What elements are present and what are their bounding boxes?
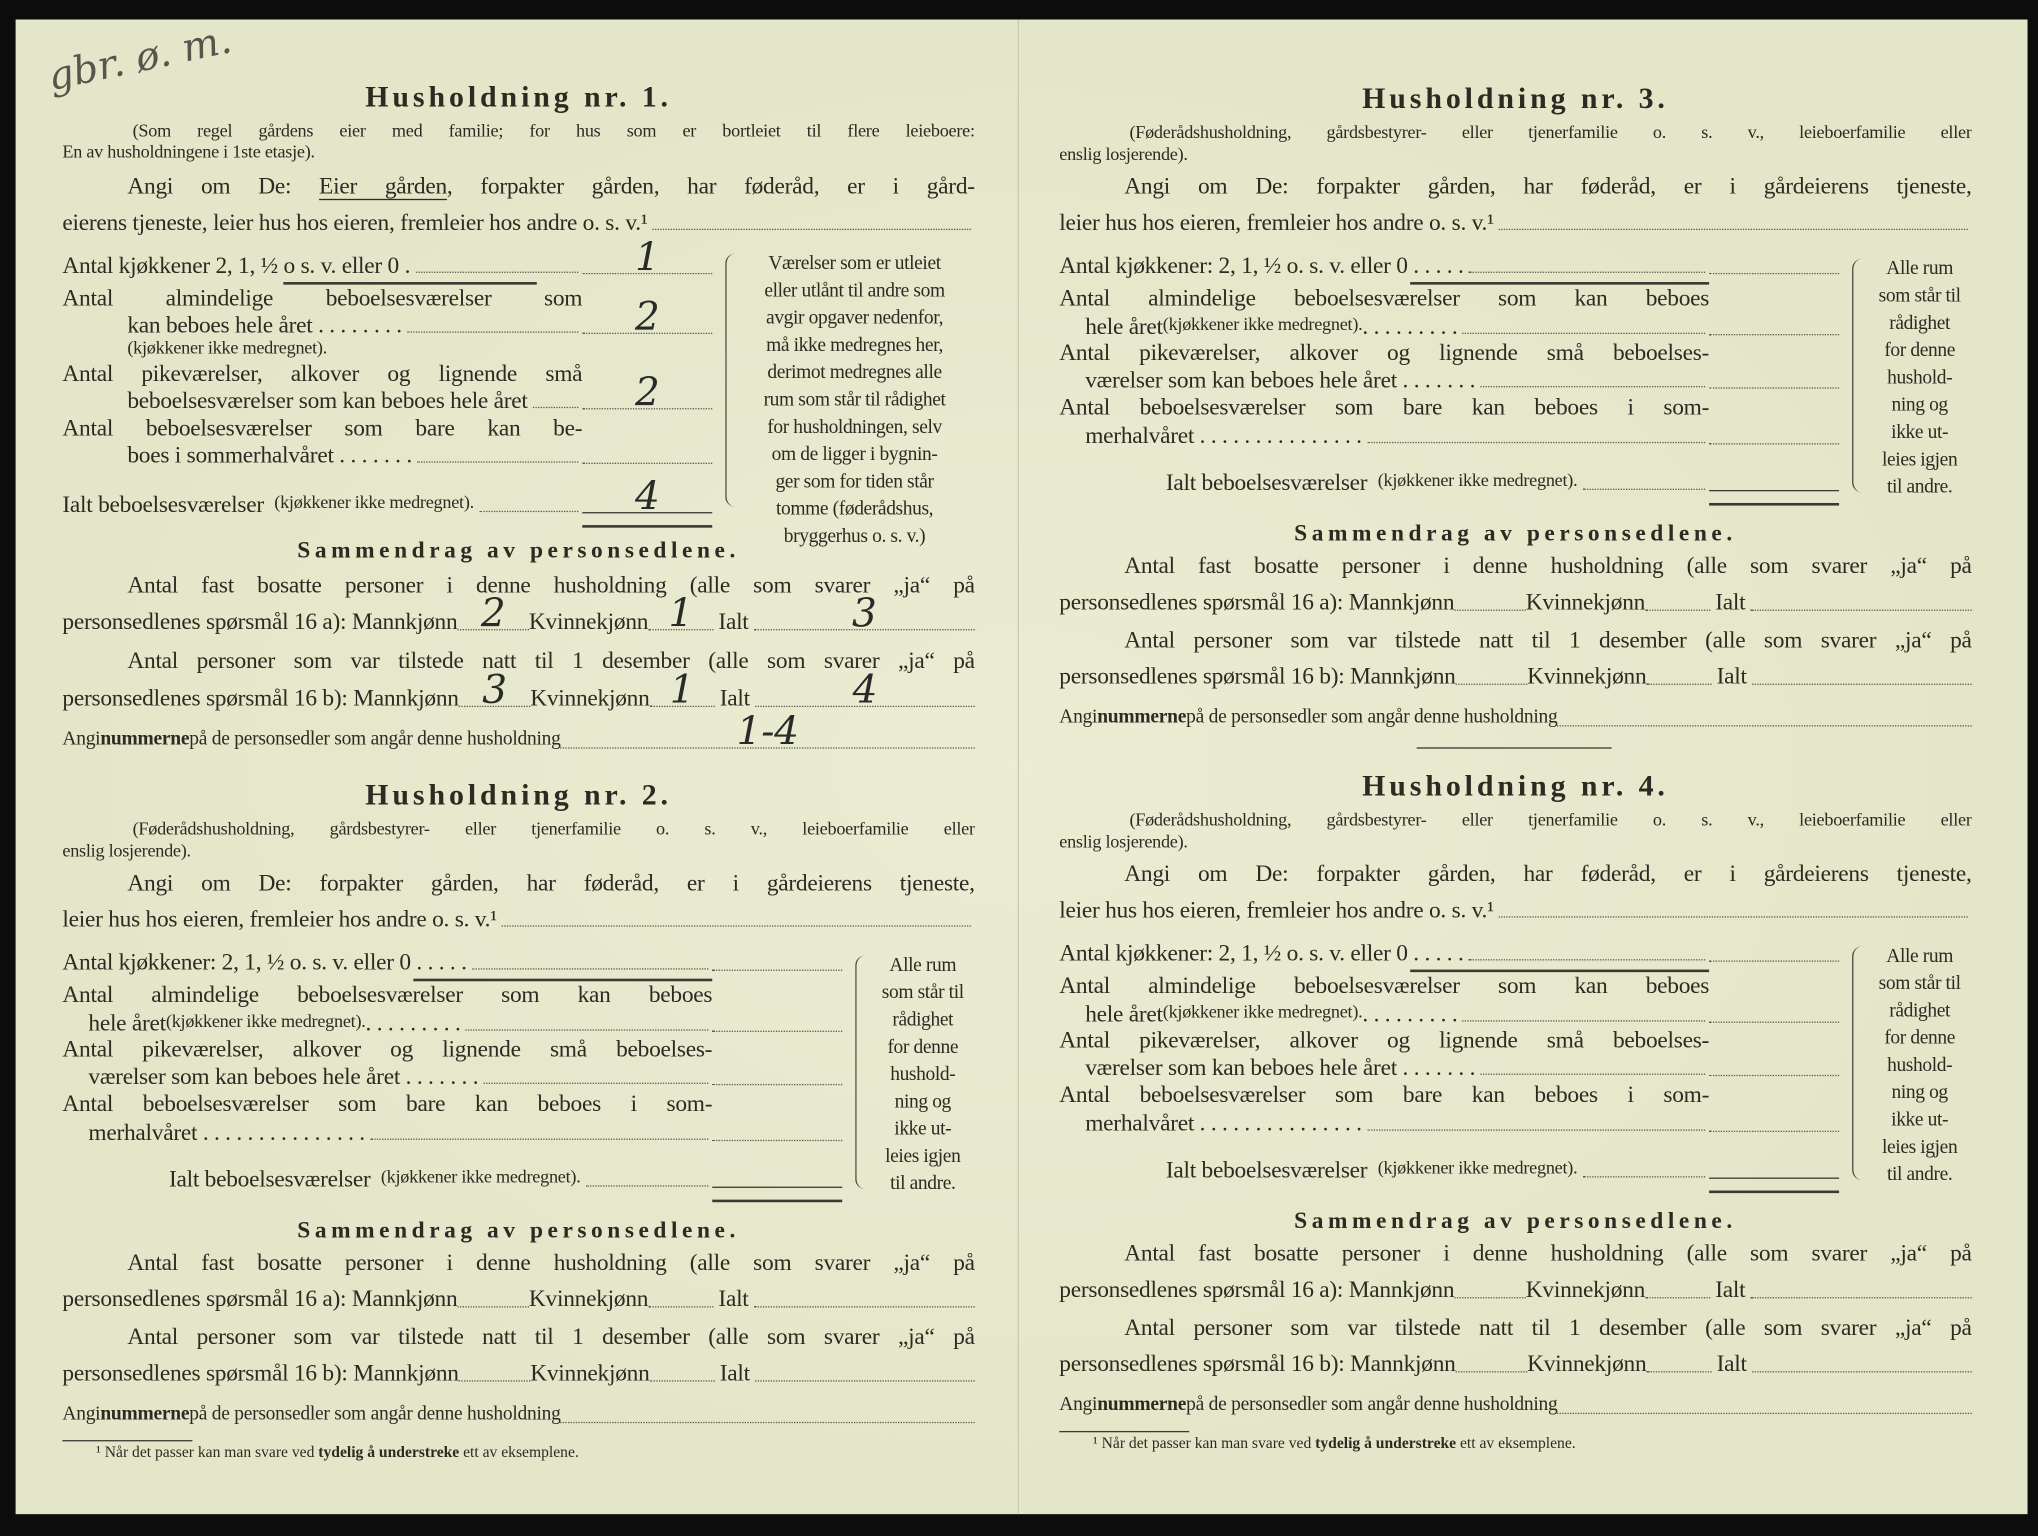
resident-persons-question: Antal fast bosatte personer i denne husholdning (alle som svarer „ja“ på (1124, 1239, 1972, 1266)
schedule-numbers-label: på de personsedler som angår denne husholdning (1186, 707, 1558, 728)
total-rooms-note: (kjøkkener ikke medregnet). (380, 1168, 581, 1188)
small-rooms-label: Antal pikeværelser, alkover og lignende små beboelses- (62, 1035, 713, 1062)
answer-field[interactable] (582, 439, 712, 464)
rooms-label: hele året (1085, 313, 1163, 340)
census-form-sheet (16, 19, 2028, 1514)
handwritten-answer: 2 (480, 591, 506, 637)
schedule-numbers-row (1059, 1389, 1971, 1420)
handwritten-margin-note: gbr. ø. m. (44, 17, 236, 101)
kitchens-label: Antal kjøkkener: 2, 1, ½ o. s. v. eller 0 . . . . . (62, 948, 467, 975)
resident-persons-row (1059, 586, 1971, 617)
answer-field[interactable] (1709, 364, 1839, 389)
ownership-question: Angi om De: forpakter gården, har føderåd, er i gårdeierens tjeneste, (127, 869, 975, 896)
household-note: enslig losjerende). (1059, 145, 1188, 166)
household-title: Husholdning nr. 2. (365, 778, 672, 812)
side-instruction-line: for husholdningen, selv (767, 417, 942, 438)
side-instruction-line: som står til (1878, 973, 1961, 995)
answer-field[interactable] (1709, 467, 1839, 492)
schedule-numbers-label: på de personsedler som angår denne husholdning (189, 729, 561, 750)
handwritten-answer: 1 (634, 235, 660, 281)
side-instruction-line: derimot medregnes alle (767, 362, 942, 384)
answer-field[interactable] (650, 1357, 715, 1382)
summer-rooms-row (1085, 1107, 1839, 1138)
total-rooms-row (1166, 1154, 1839, 1185)
schedule-numbers-label: Angi (62, 729, 101, 750)
present-persons-question: Antal personer som var tilstede natt til 1 desember (alle som svarer „ja“ på (1124, 626, 1972, 653)
resident-persons-question: Antal fast bosatte personer i denne husholdning (alle som svarer „ja“ på (127, 571, 975, 598)
schedule-numbers-bold: nummerne (1097, 1394, 1187, 1416)
small-rooms-label: Antal pikeværelser, alkover og lignende små (62, 360, 583, 387)
present-persons-row (1059, 660, 1971, 691)
female-label: Kvinnekjønn (528, 608, 649, 635)
small-rooms-label: værelser som kan beboes hele året . . . . . . . (88, 1063, 479, 1090)
side-instruction-line: ikke ut- (894, 1119, 952, 1140)
rooms-note: (kjøkkener ikke medregnet). (165, 1012, 366, 1032)
answer-field[interactable] (1709, 1051, 1839, 1076)
schedule-numbers-row (62, 1398, 974, 1429)
total-underline (1709, 503, 1839, 506)
total-label: Ialt (1715, 1276, 1746, 1303)
answer-field[interactable] (1709, 998, 1839, 1023)
handwritten-answer: 3 (482, 668, 507, 714)
answer-field[interactable] (1752, 1348, 1972, 1373)
answer-field[interactable] (582, 235, 712, 281)
dotted-leader (415, 272, 578, 273)
dotted-leader (1499, 229, 1968, 230)
footnote-bold: tydelig å understreke (318, 1442, 460, 1461)
dotted-leader (1583, 1176, 1706, 1177)
total-label: Ialt (718, 608, 749, 635)
question-options: , forpakter gården, har føderåd, er i gård- (446, 172, 975, 199)
schedule-numbers-label: Angi (62, 1403, 101, 1425)
answer-field[interactable] (648, 1283, 713, 1308)
household-title: Husholdning nr. 3. (1362, 81, 1669, 115)
ownership-question-cont (1059, 207, 1971, 238)
rooms-label: Antal almindelige beboelsesværelser som kan beboes (1059, 972, 1710, 999)
kitchens-row (62, 946, 842, 977)
schedule-numbers-bold: nummerne (100, 729, 190, 750)
kitchens-row (1059, 250, 1839, 281)
footnote-text: Når det passer kan man svare ved (100, 1442, 319, 1461)
footnote-text: ett av eksemplene. (1456, 1433, 1576, 1452)
answer-field[interactable] (459, 1357, 530, 1382)
rooms-note: (kjøkkener ikke medregnet). (127, 339, 327, 359)
summer-rooms-label: merhalvåret . . . . . . . . . . . . . . . (1085, 422, 1362, 449)
rooms-label: hele året (1085, 1000, 1163, 1027)
present-persons-row (62, 1357, 974, 1388)
section-divider (1417, 747, 1612, 748)
side-instruction-line: til andre. (890, 1173, 956, 1195)
summer-rooms-row (127, 439, 712, 470)
answer-field[interactable] (712, 1116, 842, 1141)
side-instruction-line: ning og (894, 1091, 951, 1113)
answer-field[interactable] (1751, 586, 1972, 611)
total-rooms-note: (kjøkkener ikke medregnet). (1377, 1159, 1578, 1179)
schedule-numbers-label: på de personsedler som angår denne husholdning (1186, 1394, 1558, 1416)
household-note: (Som regel gårdens eier med familie; for hus som er bortleiet til flere leieboere: (132, 122, 975, 142)
side-instruction-line: hushold- (1887, 1055, 1953, 1077)
dotted-leader (1480, 386, 1705, 387)
kitchens-row (62, 235, 712, 281)
dotted-leader (466, 1029, 709, 1030)
answer-field[interactable] (1709, 1107, 1839, 1132)
rooms-note: (kjøkkener ikke medregnet). (1162, 315, 1363, 336)
dotted-leader (1469, 272, 1705, 273)
schedule-numbers-label: Angi (1059, 1394, 1098, 1416)
footnote-mark: ¹ (1093, 1433, 1098, 1452)
dotted-leader (370, 1139, 708, 1140)
answer-field[interactable] (1709, 937, 1839, 962)
ownership-question: Angi om De: forpakter gården, har føderåd, er i gårdeierens tjeneste, (1124, 172, 1972, 199)
present-persons-label: personsedlenes spørsmål 16 b): Mannkjønn (1059, 1350, 1456, 1377)
footnote-text: Når det passer kan man svare ved (1097, 1433, 1316, 1452)
dotted-leader (1480, 1074, 1705, 1075)
side-instruction-line: eller utlånt til andre som (764, 280, 945, 302)
answer-field[interactable] (1645, 1274, 1710, 1299)
total-label: Ialt (719, 684, 750, 711)
kitchens-label: Antal kjøkkener: 2, 1, ½ o. s. v. eller 0 . . . . . (1059, 939, 1464, 966)
dotted-leader (1367, 1129, 1705, 1130)
side-instruction-line: leies igjen (1882, 449, 1958, 471)
dotted-leader (1367, 442, 1705, 443)
summer-rooms-label: merhalvåret . . . . . . . . . . . . . . . (1085, 1109, 1362, 1136)
side-instructions (1865, 944, 1974, 1190)
answer-field[interactable] (1751, 1274, 1972, 1299)
total-label: Ialt (1716, 1350, 1747, 1377)
rooms-label: Antal almindelige beboelsesværelser som (62, 284, 583, 311)
female-label: Kvinnekjønn (1525, 1276, 1646, 1303)
dotted-leader (502, 925, 971, 926)
rooms-label: Antal almindelige beboelsesværelser som kan beboes (1059, 284, 1710, 311)
total-rooms-label: Ialt beboelsesværelser (1165, 469, 1368, 496)
schedule-numbers-label: på de personsedler som angår denne husholdning (189, 1403, 561, 1425)
answer-field[interactable] (712, 946, 842, 971)
present-persons-question: Antal personer som var tilstede natt til 1 desember (alle som svarer „ja“ på (127, 1323, 975, 1350)
female-label: Kvinnekjønn (530, 1359, 650, 1386)
present-persons-label: personsedlenes spørsmål 16 b): Mannkjønn (62, 1359, 459, 1386)
question-options: eierens tjeneste, leier hus hos eieren, fremleier hos andre o. s. v.¹ (62, 209, 648, 236)
question-options: leier hus hos eieren, fremleier hos andre o. s. v.¹ (1059, 209, 1494, 236)
footnote (1093, 1431, 1576, 1454)
summer-rooms-row (1085, 420, 1839, 451)
dotted-leader (1463, 1020, 1706, 1021)
side-instruction-line: som står til (881, 982, 964, 1004)
answer-field[interactable] (457, 591, 528, 637)
answer-field[interactable] (459, 668, 530, 714)
summary-title: Sammendrag av personsedlene. (1294, 519, 1737, 546)
side-instructions (734, 251, 974, 551)
answer-field[interactable] (1454, 586, 1525, 611)
side-instruction-line: hushold- (1887, 367, 1953, 389)
small-rooms-label: værelser som kan beboes hele året . . . . . . . (1085, 366, 1476, 393)
dotted-leader (472, 968, 708, 969)
answer-field[interactable] (1709, 311, 1839, 336)
brace-icon (855, 955, 867, 1189)
answer-field[interactable] (754, 1283, 975, 1308)
summer-rooms-label: Antal beboelsesværelser som bare kan be- (62, 414, 583, 441)
question-options: leier hus hos eieren, fremleier hos andre o. s. v.¹ (62, 905, 498, 932)
side-instruction-line: rådighet (892, 1009, 954, 1031)
handwritten-answer: 1-4 (736, 709, 799, 756)
female-label: Kvinnekjønn (1525, 588, 1646, 615)
kitchens-label: Antal kjøkkener 2, 1, ½ o s. v. eller 0 . (62, 252, 411, 279)
schedule-numbers-bold: nummerne (100, 1403, 190, 1425)
handwritten-answer: 3 (851, 591, 877, 637)
household-3 (1059, 81, 1972, 728)
ownership-question-cont (62, 207, 974, 238)
small-rooms-label: beboelsesværelser som kan beboes hele året (127, 387, 528, 414)
total-rooms-note: (kjøkkener ikke medregnet). (1377, 471, 1578, 492)
small-rooms-label: værelser som kan beboes hele året . . . . . . . (1085, 1054, 1476, 1081)
summer-rooms-label: Antal beboelsesværelser som bare kan beboes i som- (1059, 1081, 1710, 1108)
answer-field[interactable] (712, 1163, 842, 1188)
answer-field[interactable] (1709, 1154, 1839, 1179)
question-options: leier hus hos eieren, fremleier hos andre o. s. v.¹ (1059, 896, 1494, 923)
dotted-leader (653, 229, 971, 230)
ownership-question: Angi om De: forpakter gården, har føderåd, er i gårdeierens tjeneste, (1124, 860, 1972, 887)
kitchens-label: Antal kjøkkener: 2, 1, ½ o. s. v. eller 0 . . . . . (1059, 252, 1464, 279)
handwritten-answer: 2 (634, 295, 660, 341)
side-instruction-line: leies igjen (885, 1146, 961, 1168)
present-persons-row (62, 668, 974, 714)
summer-rooms-label: Antal beboelsesværelser som bare kan beboes i som- (62, 1090, 713, 1117)
total-rooms-label: Ialt beboelsesværelser (168, 1165, 371, 1192)
ownership-question (127, 170, 974, 201)
resident-persons-row (62, 591, 974, 637)
household-note: (Føderådshusholdning, gårdsbestyrer- eller tjenerfamilie o. s. v., leieboerfamilie eller (1129, 123, 1972, 143)
household-note: (Føderådshusholdning, gårdsbestyrer- eller tjenerfamilie o. s. v., leieboerfamilie eller (132, 820, 975, 840)
side-instruction-line: tomme (føderådshus, (775, 499, 934, 520)
answer-field[interactable] (648, 591, 713, 637)
summary-title: Sammendrag av personsedlene. (297, 1216, 740, 1243)
summer-rooms-label: Antal beboelsesværelser som bare kan beboes i som- (1059, 393, 1710, 420)
answer-field[interactable] (561, 1398, 975, 1423)
rooms-label: hele året (88, 1009, 166, 1036)
dotted-leader (1469, 959, 1705, 960)
total-label: Ialt (1715, 588, 1746, 615)
household-title: Husholdning nr. 1. (365, 80, 672, 114)
side-instructions (1865, 256, 1974, 502)
side-instruction-line: for denne (1884, 1028, 1955, 1049)
dotted-leader (586, 1185, 709, 1186)
resident-persons-row (1059, 1274, 1971, 1305)
answer-field[interactable] (582, 474, 712, 520)
rooms-label: Antal almindelige beboelsesværelser som kan beboes (62, 981, 713, 1008)
dots: . . . . . . . . . (1362, 1000, 1458, 1027)
schedule-numbers-row (62, 709, 974, 756)
answer-field[interactable] (457, 1283, 528, 1308)
side-instruction-line: ikke ut- (1891, 1109, 1949, 1131)
total-label: Ialt (719, 1359, 750, 1386)
dotted-leader (484, 1083, 709, 1084)
dotted-leader (1463, 333, 1706, 334)
total-rooms-label: Ialt beboelsesværelser (62, 491, 264, 518)
side-instruction-line: avgir opgaver nedenfor, (766, 308, 944, 329)
side-instruction-line: for denne (1884, 340, 1955, 362)
schedule-numbers-bold: nummerne (1097, 707, 1187, 728)
dotted-leader (533, 407, 578, 408)
summer-rooms-row (88, 1116, 842, 1147)
handwritten-answer: 4 (852, 668, 878, 714)
household-note: (Føderådshusholdning, gårdsbestyrer- eller tjenerfamilie o. s. v., leieboerfamilie eller (1129, 811, 1972, 831)
resident-persons-label: personsedlenes spørsmål 16 a): Mannkjønn (1059, 588, 1455, 615)
page-fold (1018, 19, 1019, 1514)
female-label: Kvinnekjønn (1527, 1350, 1647, 1377)
summer-rooms-label: boes i sommerhalvåret . . . . . . . (127, 441, 412, 468)
female-label: Kvinnekjønn (528, 1285, 649, 1312)
side-instruction-line: ikke ut- (1891, 422, 1949, 444)
total-label: Ialt (718, 1285, 749, 1312)
answer-field[interactable] (1557, 1389, 1971, 1414)
answer-field[interactable] (1752, 660, 1972, 685)
side-instructions (868, 953, 977, 1199)
side-instruction-line: ning og (1891, 395, 1948, 416)
resident-persons-label: personsedlenes spørsmål 16 a): Mannkjønn (62, 1285, 458, 1312)
schedule-numbers-label: Angi (1059, 707, 1098, 728)
side-instruction-line: rådighet (1889, 1000, 1951, 1022)
total-rooms-label: Ialt beboelsesværelser (1165, 1156, 1368, 1183)
household-2 (62, 778, 975, 1461)
present-persons-label: personsedlenes spørsmål 16 b): Mannkjønn (1059, 662, 1456, 689)
side-instruction-line: må ikke medregnes her, (766, 335, 943, 357)
answer-field[interactable] (650, 668, 715, 714)
household-1 (62, 80, 975, 756)
answer-field[interactable] (1456, 660, 1527, 685)
summary-title: Sammendrag av personsedlene. (297, 536, 740, 563)
resident-persons-label: personsedlenes spørsmål 16 a): Mannkjønn (62, 608, 458, 635)
answer-field[interactable] (1646, 660, 1711, 685)
present-persons-question: Antal personer som var tilstede natt til 1 desember (alle som svarer „ja“ på (127, 647, 975, 674)
brace-icon (1852, 946, 1864, 1180)
selected-option: Eier gården (319, 172, 447, 199)
side-instruction-line: Værelser som er utleiet (768, 253, 941, 275)
side-instruction-line: ning og (1891, 1082, 1948, 1104)
total-rooms-row (62, 474, 712, 520)
answer-field[interactable] (1456, 1348, 1527, 1373)
resident-persons-question: Antal fast bosatte personer i denne husholdning (alle som svarer „ja“ på (127, 1249, 975, 1276)
footnote-bold: tydelig å understreke (1315, 1433, 1457, 1452)
resident-persons-question: Antal fast bosatte personer i denne husholdning (alle som svarer „ja“ på (1124, 552, 1972, 579)
answer-field[interactable] (754, 591, 975, 637)
dots: . . . . . . . . . (365, 1009, 461, 1036)
dotted-leader (1499, 916, 1968, 917)
answer-field[interactable] (1709, 420, 1839, 445)
side-instruction-line: rådighet (1889, 313, 1951, 335)
answer-field[interactable] (1709, 250, 1839, 275)
side-instruction-line: om de ligger i bygnin- (771, 444, 938, 466)
answer-field[interactable] (712, 1061, 842, 1086)
answer-field[interactable] (712, 1007, 842, 1032)
female-label: Kvinnekjønn (530, 684, 650, 711)
rooms-note: (kjøkkener ikke medregnet). (1162, 1003, 1363, 1023)
footnote-text: ett av eksemplene. (459, 1442, 579, 1461)
side-instruction-line: Alle rum (889, 955, 957, 977)
household-note: En av husholdningene i 1ste etasje). (62, 142, 315, 163)
resident-persons-label: personsedlenes spørsmål 16 a): Mannkjønn (1059, 1276, 1455, 1303)
dots: . . . . . . . . . (1362, 313, 1458, 340)
side-instruction-line: for denne (887, 1037, 959, 1058)
total-underline (1709, 1191, 1839, 1194)
answer-field[interactable] (755, 1357, 975, 1382)
footnote-mark: ¹ (96, 1442, 101, 1461)
summer-rooms-label: merhalvåret . . . . . . . . . . . . . . . (88, 1119, 365, 1146)
ownership-question-cont (62, 903, 974, 934)
side-instruction-line: som står til (1878, 285, 1961, 307)
household-note: enslig losjerende). (1059, 833, 1188, 853)
side-instruction-line: Alle rum (1886, 258, 1954, 280)
answer-field[interactable] (1646, 1348, 1711, 1373)
household-4 (1059, 769, 1972, 1452)
side-instruction-line: hushold- (890, 1064, 956, 1086)
brace-icon (1852, 259, 1864, 493)
answer-field[interactable] (582, 370, 712, 416)
present-persons-row (1059, 1348, 1971, 1379)
footnote (96, 1440, 579, 1463)
total-underline (582, 525, 712, 528)
answer-field[interactable] (582, 295, 712, 341)
handwritten-answer: 2 (634, 370, 660, 416)
answer-field[interactable] (1557, 702, 1971, 727)
kitchens-row (1059, 937, 1839, 968)
total-rooms-row (1166, 467, 1839, 498)
dotted-leader (479, 511, 578, 512)
total-label: Ialt (1716, 662, 1747, 689)
ownership-question-cont (1059, 894, 1971, 925)
total-rooms-note: (kjøkkener ikke medregnet). (274, 493, 474, 514)
side-instruction-line: til andre. (1886, 1164, 1953, 1186)
resident-persons-row (62, 1283, 974, 1314)
question-prefix: Angi om De: (127, 172, 320, 199)
handwritten-answer: 4 (634, 474, 660, 520)
side-instruction-line: Alle rum (1886, 946, 1954, 967)
total-rooms-row (169, 1163, 842, 1194)
side-instruction-line: til andre. (1886, 476, 1953, 498)
answer-field[interactable] (755, 668, 975, 714)
answer-field[interactable] (1645, 586, 1710, 611)
household-note: enslig losjerende). (62, 842, 191, 862)
present-persons-question: Antal personer som var tilstede natt til 1 desember (alle som svarer „ja“ på (1124, 1313, 1972, 1340)
side-instruction-line: ger som for tiden står (775, 471, 934, 493)
dotted-leader (407, 331, 578, 332)
rooms-label: kan beboes hele året . . . . . . . . (127, 311, 402, 338)
female-label: Kvinnekjønn (1527, 662, 1647, 689)
side-instruction-line: leies igjen (1882, 1137, 1958, 1159)
handwritten-answer: 1 (668, 591, 693, 637)
small-rooms-label: Antal pikeværelser, alkover og lignende små beboelses- (1059, 339, 1710, 366)
dotted-leader (1583, 489, 1706, 490)
schedule-numbers-row (1059, 702, 1971, 733)
total-underline (712, 1200, 842, 1203)
summary-title: Sammendrag av personsedlene. (1294, 1207, 1737, 1234)
answer-field[interactable] (561, 709, 975, 756)
side-instruction-line: rum som står til rådighet (763, 389, 946, 411)
handwritten-answer: 1 (669, 668, 695, 714)
dotted-leader (417, 461, 578, 462)
household-title: Husholdning nr. 4. (1362, 769, 1669, 802)
side-instruction-line: bryggerhus o. s. v.) (783, 526, 926, 548)
small-rooms-label: Antal pikeværelser, alkover og lignende små beboelses- (1059, 1026, 1710, 1053)
answer-field[interactable] (1454, 1274, 1525, 1299)
present-persons-label: personsedlenes spørsmål 16 b): Mannkjønn (62, 684, 459, 711)
